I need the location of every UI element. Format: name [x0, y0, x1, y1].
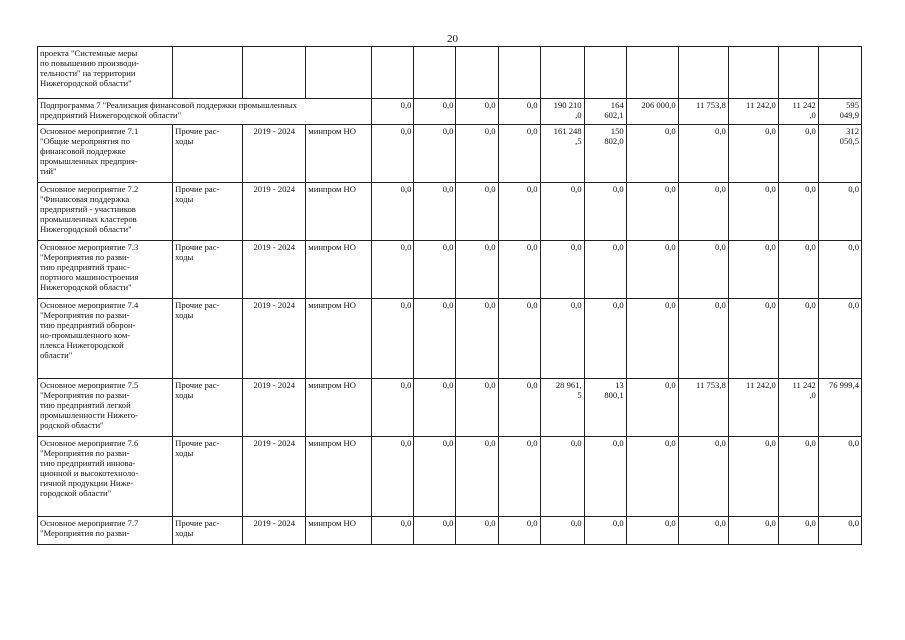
- table-cell: 595 049,9: [818, 99, 861, 125]
- table-cell: 0,0: [626, 125, 678, 183]
- table-cell: 0,0: [540, 299, 584, 379]
- table-cell: 0,0: [456, 241, 498, 299]
- table-cell: 28 961, 5: [540, 379, 584, 437]
- table-cell: 0,0: [626, 299, 678, 379]
- table-cell: 0,0: [498, 241, 540, 299]
- row-name-cell: минпром НО: [306, 183, 372, 241]
- row-name-cell: Основное мероприятие 7.6 "Мероприятия по разви- тию предприятий иннова- ционной и высокотехноло- гичной продукции Ниже- городской области": [38, 437, 173, 517]
- table-cell: 0,0: [372, 241, 414, 299]
- row-name-cell: Основное мероприятие 7.7 "Мероприятия по разви-: [38, 517, 173, 545]
- table-cell: 0,0: [372, 517, 414, 545]
- table-cell: 0,0: [372, 379, 414, 437]
- table-cell: [456, 47, 498, 99]
- table-cell: 11 242 ,0: [778, 379, 818, 437]
- row-name-cell: минпром НО: [306, 241, 372, 299]
- table-cell: 0,0: [498, 125, 540, 183]
- table-cell: 0,0: [678, 437, 728, 517]
- table-cell: 0,0: [372, 99, 414, 125]
- table-row: [38, 183, 862, 241]
- table-cell: 0,0: [728, 299, 778, 379]
- table-cell: [306, 47, 372, 99]
- table-cell: 0,0: [414, 183, 456, 241]
- row-name-cell: Основное мероприятие 7.5 "Мероприятия по разви- тию предприятий легкой промышленности Нижего- родской области": [38, 379, 173, 437]
- table-cell: 0,0: [372, 299, 414, 379]
- table-row: [38, 241, 862, 299]
- table-cell: [626, 47, 678, 99]
- table-cell: 161 248 ,5: [540, 125, 584, 183]
- table-cell: 0,0: [818, 183, 861, 241]
- table-cell: 0,0: [414, 125, 456, 183]
- row-name-cell: Основное мероприятие 7.1 "Общие мероприятия по финансовой поддержке промышленных предприя- тий": [38, 125, 173, 183]
- table-cell: [173, 47, 243, 99]
- table-cell: 0,0: [626, 437, 678, 517]
- table-cell: 11 242,0: [728, 379, 778, 437]
- table-cell: 0,0: [678, 517, 728, 545]
- table-cell: 0,0: [584, 183, 626, 241]
- table-cell: 0,0: [778, 241, 818, 299]
- table-cell: 0,0: [498, 379, 540, 437]
- row-name-cell: Прочие рас- ходы: [173, 125, 243, 183]
- table-cell: 2019 - 2024: [243, 241, 306, 299]
- table-cell: 0,0: [414, 299, 456, 379]
- table-cell: 2019 - 2024: [243, 437, 306, 517]
- table-cell: 13 800,1: [584, 379, 626, 437]
- row-name-cell: минпром НО: [306, 125, 372, 183]
- table-cell: 2019 - 2024: [243, 517, 306, 545]
- table-cell: 190 210 ,0: [540, 99, 584, 125]
- table-cell: 0,0: [456, 517, 498, 545]
- row-name-cell: Основное мероприятие 7.3 "Мероприятия по разви- тию предприятий транс- портного машиностроения Нижегородской области": [38, 241, 173, 299]
- table-cell: [728, 47, 778, 99]
- table-cell: 0,0: [778, 517, 818, 545]
- table-cell: 0,0: [498, 183, 540, 241]
- table-cell: 0,0: [678, 241, 728, 299]
- table-cell: [498, 47, 540, 99]
- table-cell: 0,0: [778, 437, 818, 517]
- table-cell: [584, 47, 626, 99]
- table-cell: 0,0: [728, 125, 778, 183]
- table-cell: 0,0: [728, 517, 778, 545]
- row-name-cell: минпром НО: [306, 299, 372, 379]
- table-cell: 0,0: [456, 125, 498, 183]
- table-cell: 0,0: [498, 437, 540, 517]
- table-cell: 0,0: [498, 517, 540, 545]
- table-cell: 0,0: [498, 99, 540, 125]
- table-cell: 0,0: [728, 437, 778, 517]
- table-row: [38, 517, 862, 545]
- table-cell: 0,0: [626, 183, 678, 241]
- table-cell: 0,0: [372, 125, 414, 183]
- table-cell: 0,0: [626, 517, 678, 545]
- row-name-cell: Основное мероприятие 7.4 "Мероприятия по разви- тию предприятий оборон- но-промышленного ком- плекса Нижегородской области": [38, 299, 173, 379]
- table-cell: [372, 47, 414, 99]
- table-cell: 0,0: [498, 299, 540, 379]
- table-row: [38, 125, 862, 183]
- table-cell: 206 000,0: [626, 99, 678, 125]
- table-cell: 0,0: [584, 437, 626, 517]
- table-cell: 0,0: [778, 299, 818, 379]
- table-cell: 0,0: [584, 241, 626, 299]
- row-name-cell: Прочие рас- ходы: [173, 241, 243, 299]
- table-cell: 0,0: [818, 241, 861, 299]
- table-cell: 2019 - 2024: [243, 379, 306, 437]
- table-cell: [818, 47, 861, 99]
- table-cell: 0,0: [414, 437, 456, 517]
- table-cell: 0,0: [456, 437, 498, 517]
- table-cell: 0,0: [540, 183, 584, 241]
- table-row: [38, 47, 862, 99]
- table-cell: 0,0: [678, 183, 728, 241]
- table-cell: 0,0: [414, 517, 456, 545]
- table-cell: 0,0: [818, 437, 861, 517]
- table-cell: 0,0: [456, 379, 498, 437]
- table-cell: 11 242 ,0: [778, 99, 818, 125]
- row-name-cell: минпром НО: [306, 379, 372, 437]
- table-cell: 0,0: [818, 299, 861, 379]
- table-cell: 0,0: [728, 183, 778, 241]
- table-cell: 0,0: [584, 299, 626, 379]
- row-name-cell: Прочие рас- ходы: [173, 379, 243, 437]
- table-cell: 0,0: [540, 241, 584, 299]
- table-cell: 2019 - 2024: [243, 299, 306, 379]
- table-cell: [540, 47, 584, 99]
- table-cell: 0,0: [372, 437, 414, 517]
- table-cell: [678, 47, 728, 99]
- table-cell: 0,0: [540, 437, 584, 517]
- row-name-cell: проекта "Системные меры по повышению производи- тельности" на территории Нижегородской области": [38, 47, 173, 99]
- table-cell: 0,0: [372, 183, 414, 241]
- budget-table: [37, 46, 862, 545]
- table-row: [38, 379, 862, 437]
- table-cell: 11 753,8: [678, 99, 728, 125]
- table-cell: 11 242,0: [728, 99, 778, 125]
- table-cell: 0,0: [414, 99, 456, 125]
- row-name-cell: Прочие рас- ходы: [173, 437, 243, 517]
- table-cell: [414, 47, 456, 99]
- table-row: [38, 437, 862, 517]
- table-cell: 150 802,0: [584, 125, 626, 183]
- table-cell: [778, 47, 818, 99]
- table-cell: 0,0: [626, 379, 678, 437]
- table-cell: 0,0: [414, 241, 456, 299]
- table-cell: 0,0: [456, 299, 498, 379]
- table-cell: 0,0: [456, 99, 498, 125]
- table-cell: 0,0: [728, 241, 778, 299]
- table-cell: 0,0: [818, 517, 861, 545]
- table-cell: 0,0: [456, 183, 498, 241]
- row-name-cell: Прочие рас- ходы: [173, 299, 243, 379]
- table-cell: 11 753,8: [678, 379, 728, 437]
- row-name-cell: Подпрограмма 7 "Реализация финансовой поддержки промышленных предприятий Нижегородской области": [38, 99, 372, 125]
- row-name-cell: минпром НО: [306, 437, 372, 517]
- table-cell: 0,0: [540, 517, 584, 545]
- table-cell: 0,0: [678, 125, 728, 183]
- table-cell: 0,0: [678, 299, 728, 379]
- table-cell: 312 050,5: [818, 125, 861, 183]
- table-cell: 0,0: [778, 125, 818, 183]
- row-name-cell: Основное мероприятие 7.2 "Финансовая поддержка предприятий - участников промышленных кластеров Нижегородской области": [38, 183, 173, 241]
- table-row: [38, 99, 862, 125]
- table-cell: 2019 - 2024: [243, 125, 306, 183]
- table-cell: 0,0: [778, 183, 818, 241]
- table-cell: 2019 - 2024: [243, 183, 306, 241]
- table-body: [38, 47, 862, 545]
- row-name-cell: минпром НО: [306, 517, 372, 545]
- page-number: 20: [447, 33, 458, 45]
- row-name-cell: Прочие рас- ходы: [173, 183, 243, 241]
- table-cell: 0,0: [414, 379, 456, 437]
- table-cell: 0,0: [626, 241, 678, 299]
- table-cell: 164 602,1: [584, 99, 626, 125]
- table-row: [38, 299, 862, 379]
- row-name-cell: Прочие рас- ходы: [173, 517, 243, 545]
- table-cell: 0,0: [584, 517, 626, 545]
- table-cell: 76 999,4: [818, 379, 861, 437]
- table-cell: [243, 47, 306, 99]
